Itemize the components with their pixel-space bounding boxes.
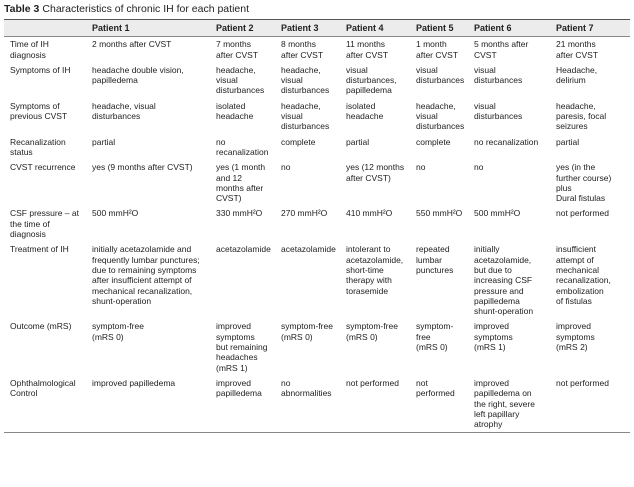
table-cell: symptom- free (mRS 0) [416, 321, 454, 353]
table-cell: headache, visual disturbances [281, 100, 330, 132]
row-label: Ophthalmological Control [4, 376, 90, 433]
table-cell: visual disturbances, papilledema [346, 64, 397, 96]
table-cell: partial [556, 136, 580, 147]
table-row [4, 206, 630, 242]
table-cell: partial [92, 136, 116, 147]
table-cell: 270 mmH²O [281, 208, 328, 219]
table-cell: improved symptoms but remaining headaches (mRS 1) [216, 321, 268, 373]
table-cell: insufficient attempt of mechanical recanalization, embolization of fistulas [556, 244, 611, 306]
row-label: Time of IH diagnosis [10, 39, 49, 60]
table-row [4, 319, 630, 375]
table-row [4, 63, 630, 99]
table-cell: Headache, delirium [556, 64, 598, 86]
table-cell: improved symptoms (mRS 2) [556, 321, 595, 353]
table-cell: symptom-free (mRS 0) [92, 321, 144, 342]
table-cell: isolated headache [346, 100, 384, 122]
table-cell: 330 mmH²O [216, 208, 263, 219]
table-cell: improved papilledema on the right, severe left papillary atrophy [472, 376, 554, 433]
row-label: Symptoms of previous CVST [10, 100, 68, 122]
table-row [4, 99, 630, 135]
table-row [4, 376, 630, 433]
table-cell: yes (in the further course) plus Dural fistulas [556, 162, 612, 204]
table-cell: 410 mmH²O [346, 208, 393, 219]
table-cell: symptom-free (mRS 0) [346, 321, 398, 342]
table-cell: complete [416, 136, 451, 147]
row-label: CSF pressure – at the time of diagnosis [10, 208, 79, 240]
table-cell: not performed [414, 376, 472, 433]
header-cell-patient-1: Patient 1 [90, 20, 214, 37]
header-cell-patient-4: Patient 4 [344, 20, 414, 37]
row-label: CVST recurrence [10, 162, 76, 173]
table-cell: headache, visual disturbances [416, 100, 465, 132]
table-cell: initially acetazolamide, but due to increasing CSF pressure and papilledema shunt-operation [474, 244, 534, 317]
table-row [4, 242, 630, 319]
table-cell: visual disturbances [416, 64, 465, 86]
table-cell: no [416, 162, 426, 173]
table-header-row [4, 20, 630, 37]
table-cell: 1 month after CVST [416, 39, 459, 60]
table-caption-text: Characteristics of chronic IH for each patient [42, 3, 249, 15]
table-cell: visual disturbances [474, 64, 523, 86]
table-cell: no recanalization [474, 136, 539, 147]
table-cell: symptom-free (mRS 0) [281, 321, 333, 342]
table-cell: headache, paresis, focal seizures [556, 100, 607, 132]
table-cell: not performed [554, 376, 630, 433]
table-cell: acetazolamide [281, 244, 336, 255]
table-cell: improved papilledema [90, 376, 214, 433]
header-cell-blank [4, 20, 90, 37]
table-cell: improved papilledema [214, 376, 279, 433]
table-cell: acetazolamide [216, 244, 271, 255]
table-cell: headache, visual disturbances [281, 64, 330, 96]
header-cell-patient-7: Patient 7 [554, 20, 630, 37]
table-cell: headache, visual disturbances [92, 100, 156, 122]
table-cell: initially acetazolamide and frequently lumbar punctures; due to remaining symptoms after insufficient attempt of mechanical recanalization, shunt-operation [92, 244, 200, 306]
header-cell-patient-3: Patient 3 [279, 20, 344, 37]
row-label: Recanalization status [10, 136, 66, 157]
table-cell: no recanalization [216, 136, 269, 157]
table-cell: complete [281, 136, 316, 147]
row-label: Symptoms of IH [10, 64, 71, 75]
table-cell: not performed [556, 208, 609, 219]
table-cell: headache double vision, papilledema [92, 64, 184, 86]
table-cell: no abnormalities [279, 376, 344, 433]
table-row [4, 37, 630, 63]
table-cell: visual disturbances [474, 100, 523, 122]
characteristics-table [4, 19, 630, 433]
table-cell: 2 months after CVST [92, 39, 172, 50]
table-cell: no [281, 162, 291, 173]
table-row [4, 160, 630, 206]
table-cell: yes (1 month and 12 months after CVST) [216, 162, 266, 204]
table-cell: yes (9 months after CVST) [92, 162, 193, 173]
table-caption-label: Table 3 [4, 3, 40, 15]
table-cell: 5 months after CVST [474, 39, 529, 60]
table-cell: 500 mmH²O [474, 208, 521, 219]
header-cell-patient-5: Patient 5 [414, 20, 472, 37]
table-cell: 11 months after CVST [346, 39, 389, 60]
table-cell: headache, visual disturbances [216, 64, 265, 96]
table-cell: yes (12 months after CVST) [346, 162, 405, 183]
table-cell: repeated lumbar punctures [416, 244, 454, 275]
table-cell: 550 mmH²O [416, 208, 463, 219]
table-cell: intolerant to acetazolamide, short-time therapy with torasemide [346, 244, 404, 296]
table-row [4, 135, 630, 161]
row-label: Outcome (mRS) [10, 321, 72, 332]
table-cell: 7 months after CVST [216, 39, 259, 60]
table-cell: isolated headache [216, 100, 254, 122]
header-cell-patient-6: Patient 6 [472, 20, 554, 37]
table-cell: improved symptoms (mRS 1) [474, 321, 513, 353]
table-cell: 21 months after CVST [556, 39, 599, 60]
table-caption [4, 3, 630, 17]
table-cell: no [474, 162, 484, 173]
table-cell: 8 months after CVST [281, 39, 324, 60]
table-cell: 500 mmH²O [92, 208, 139, 219]
table-cell: partial [346, 136, 370, 147]
header-cell-patient-2: Patient 2 [214, 20, 279, 37]
table-cell: not performed [344, 376, 414, 433]
row-label: Treatment of IH [10, 244, 69, 255]
